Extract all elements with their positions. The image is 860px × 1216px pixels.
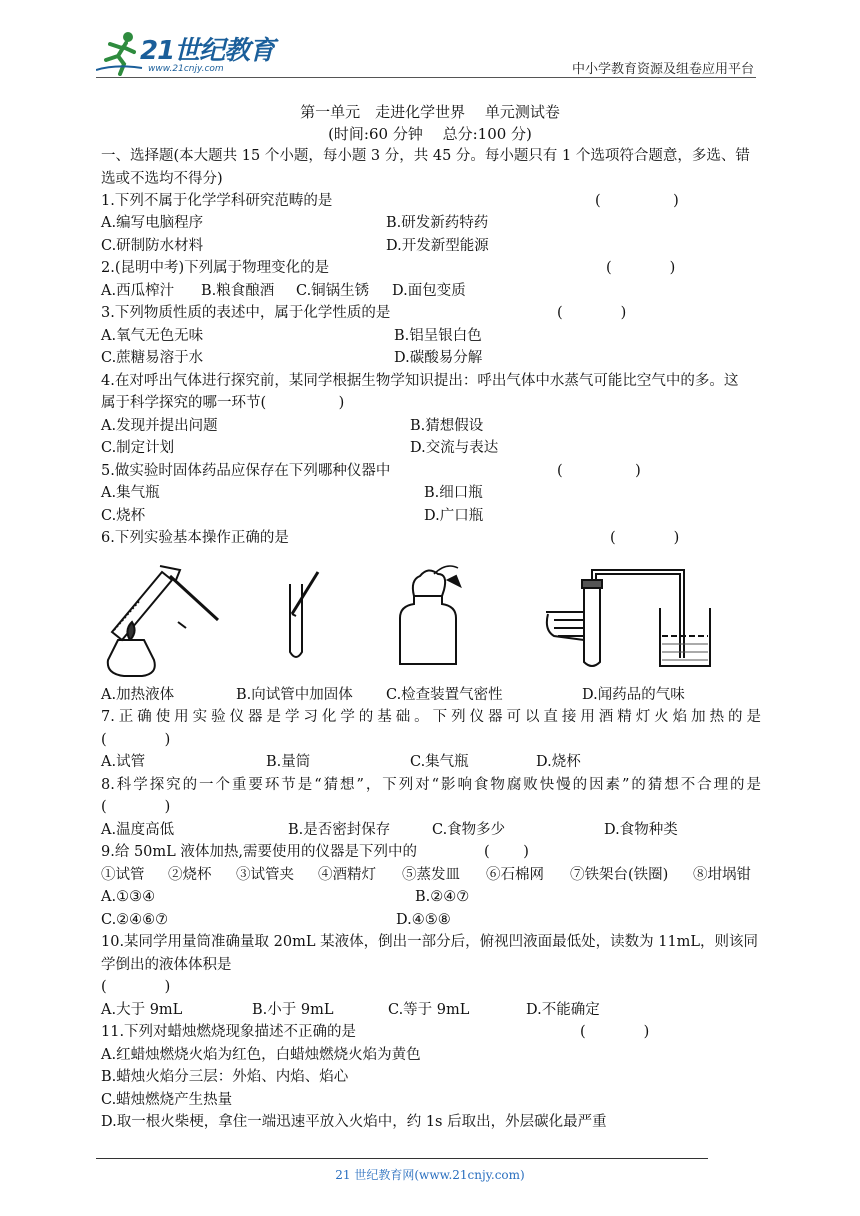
section-heading-line1: 一、选择题(本大题共 15 个小题，每小题 3 分，共 45 分。每小题只有 1 个选项符合题意，多选、错 xyxy=(101,148,750,164)
q2-stem: 2.(昆明中考)下列属于物理变化的是 xyxy=(101,260,330,276)
q2-option-b: B.粮食酿酒 xyxy=(201,283,275,299)
q6-option-b: B.向试管中加固体 xyxy=(236,687,353,703)
platform-label: 中小学教育资源及组卷应用平台 xyxy=(571,62,754,77)
q10-option-c: C.等于 9mL xyxy=(388,1002,470,1018)
q5-option-a: A.集气瓶 xyxy=(101,485,160,501)
logo-text: 21世纪教育 xyxy=(140,36,275,66)
q5-stem: 5.做实验时固体药品应保存在下列哪种仪器中 xyxy=(101,463,391,479)
logo-url: www.21cnjy.com xyxy=(148,64,224,74)
figure-airtightness-check xyxy=(386,560,476,670)
q6-answer-blank: ( ) xyxy=(610,530,680,546)
q11-option-b: B.蜡烛火焰分三层：外焰、内焰、焰心 xyxy=(101,1069,349,1085)
q7-answer-blank: ( ) xyxy=(101,732,171,748)
q3-option-a: A.氧气无色无味 xyxy=(101,328,204,344)
figure-gas-delivery xyxy=(544,560,714,675)
q9-stem: 9.给 50mL 液体加热,需要使用的仪器是下列中的 xyxy=(101,844,417,860)
q4-option-d: D.交流与表达 xyxy=(410,440,499,456)
q9-option-b: B.②④⑦ xyxy=(415,889,470,905)
q6-option-a: A.加热液体 xyxy=(101,687,175,703)
q5-answer-blank: ( ) xyxy=(557,463,641,479)
q8-answer-blank: ( ) xyxy=(101,799,171,815)
q2-option-d: D.面包变质 xyxy=(392,283,466,299)
footer-link[interactable]: 21 世纪教育网(www.21cnjy.com) xyxy=(335,1168,525,1182)
q4-stem-line1: 4.在对呼出气体进行探究前，某同学根据生物学知识提出：呼出气体中水蒸气可能比空气中的多。这 xyxy=(101,373,739,389)
page-subtitle: (时间:60 分钟 总分:100 分) xyxy=(328,125,532,143)
footer-divider xyxy=(96,1158,708,1159)
logo-runner-icon xyxy=(96,30,146,76)
q2-option-c: C.铜锅生锈 xyxy=(296,283,370,299)
q8-option-d: D.食物种类 xyxy=(604,822,678,838)
figure-heating-liquid xyxy=(100,560,230,680)
q9-answer-blank: ( ) xyxy=(484,844,529,860)
q11-answer-blank: ( ) xyxy=(580,1024,650,1040)
q9-option-c: C.②④⑥⑦ xyxy=(101,912,169,928)
q9-item: ①试管 xyxy=(101,867,145,883)
figure-adding-solid xyxy=(270,570,330,670)
q4-option-b: B.猜想假设 xyxy=(410,418,484,434)
q2-option-a: A.西瓜榨汁 xyxy=(101,283,175,299)
q1-stem: 1.下列不属于化学学科研究范畴的是 xyxy=(101,193,333,209)
q10-option-b: B.小于 9mL xyxy=(252,1002,334,1018)
q9-item: ⑤蒸发皿 xyxy=(402,867,460,883)
q7-option-d: D.烧杯 xyxy=(536,754,581,770)
q7-option-c: C.集气瓶 xyxy=(410,754,469,770)
page-title: 第一单元 走进化学世界 单元测试卷 xyxy=(300,103,560,121)
q1-option-c: C.研制防水材料 xyxy=(101,238,204,254)
q8-option-c: C.食物多少 xyxy=(432,822,506,838)
q4-stem-line2: 属于科学探究的哪一环节( ) xyxy=(101,395,345,411)
q6-stem: 6.下列实验基本操作正确的是 xyxy=(101,530,289,546)
q8-option-b: B.是否密封保存 xyxy=(288,822,391,838)
header-divider xyxy=(96,77,756,78)
q4-option-c: C.制定计划 xyxy=(101,440,175,456)
q3-option-c: C.蔗糖易溶于水 xyxy=(101,350,204,366)
q10-stem-line2: 学倒出的液体体积是 xyxy=(101,957,232,973)
q8-option-a: A.温度高低 xyxy=(101,822,175,838)
q1-option-b: B.研发新药特药 xyxy=(386,215,489,231)
q3-stem: 3.下列物质性质的表述中，属于化学性质的是 xyxy=(101,305,391,321)
q6-option-c: C.检查装置气密性 xyxy=(386,687,503,703)
q11-option-d: D.取一根火柴梗，拿住一端迅速平放入火焰中，约 1s 后取出，外层碳化最严重 xyxy=(101,1114,607,1130)
q6-option-d: D.闻药品的气味 xyxy=(582,687,685,703)
q5-option-d: D.广口瓶 xyxy=(424,508,484,524)
q9-item: ③试管夹 xyxy=(236,867,294,883)
q1-option-d: D.开发新型能源 xyxy=(386,238,489,254)
q9-item: ④酒精灯 xyxy=(318,867,376,883)
q7-stem-line1: 7.正确使用实验仪器是学习化学的基础。下列仪器可以直接用酒精灯火焰加热的是 xyxy=(101,709,761,725)
q10-option-a: A.大于 9mL xyxy=(101,1002,183,1018)
q9-option-d: D.④⑤⑧ xyxy=(396,912,451,928)
q11-option-c: C.蜡烛燃烧产生热量 xyxy=(101,1092,233,1108)
q8-stem-line1: 8.科学探究的一个重要环节是“猜想”，下列对“影响食物腐败快慢的因素”的猜想不合理的是 xyxy=(101,777,761,793)
q9-item: ⑥石棉网 xyxy=(486,867,544,883)
q10-answer-blank: ( ) xyxy=(101,979,171,995)
q9-item: ⑦铁架台(铁圈) xyxy=(570,867,669,883)
section-heading-line2: 选或不选均不得分) xyxy=(101,171,223,187)
q11-stem: 11.下列对蜡烛燃烧现象描述不正确的是 xyxy=(101,1024,357,1040)
q10-option-d: D.不能确定 xyxy=(526,1002,600,1018)
q3-option-d: D.碳酸易分解 xyxy=(394,350,483,366)
q9-option-a: A.①③④ xyxy=(101,889,156,905)
q9-item: ②烧杯 xyxy=(168,867,212,883)
q11-option-a: A.红蜡烛燃烧火焰为红色，白蜡烛燃烧火焰为黄色 xyxy=(101,1047,421,1063)
q5-option-b: B.细口瓶 xyxy=(424,485,483,501)
q4-option-a: A.发现并提出问题 xyxy=(101,418,218,434)
q3-answer-blank: ( ) xyxy=(557,305,627,321)
q5-option-c: C.烧杯 xyxy=(101,508,146,524)
q3-option-b: B.铝呈银白色 xyxy=(394,328,482,344)
q10-stem-line1: 10.某同学用量筒准确量取 20mL 某液体，倒出一部分后，俯视凹液面最低处，读数为 11mL，则该同 xyxy=(101,934,759,950)
q1-answer-blank: ( ) xyxy=(595,193,679,209)
q1-option-a: A.编写电脑程序 xyxy=(101,215,204,231)
q7-option-a: A.试管 xyxy=(101,754,146,770)
q9-item: ⑧坩埚钳 xyxy=(693,867,751,883)
q2-answer-blank: ( ) xyxy=(606,260,676,276)
q7-option-b: B.量筒 xyxy=(266,754,311,770)
